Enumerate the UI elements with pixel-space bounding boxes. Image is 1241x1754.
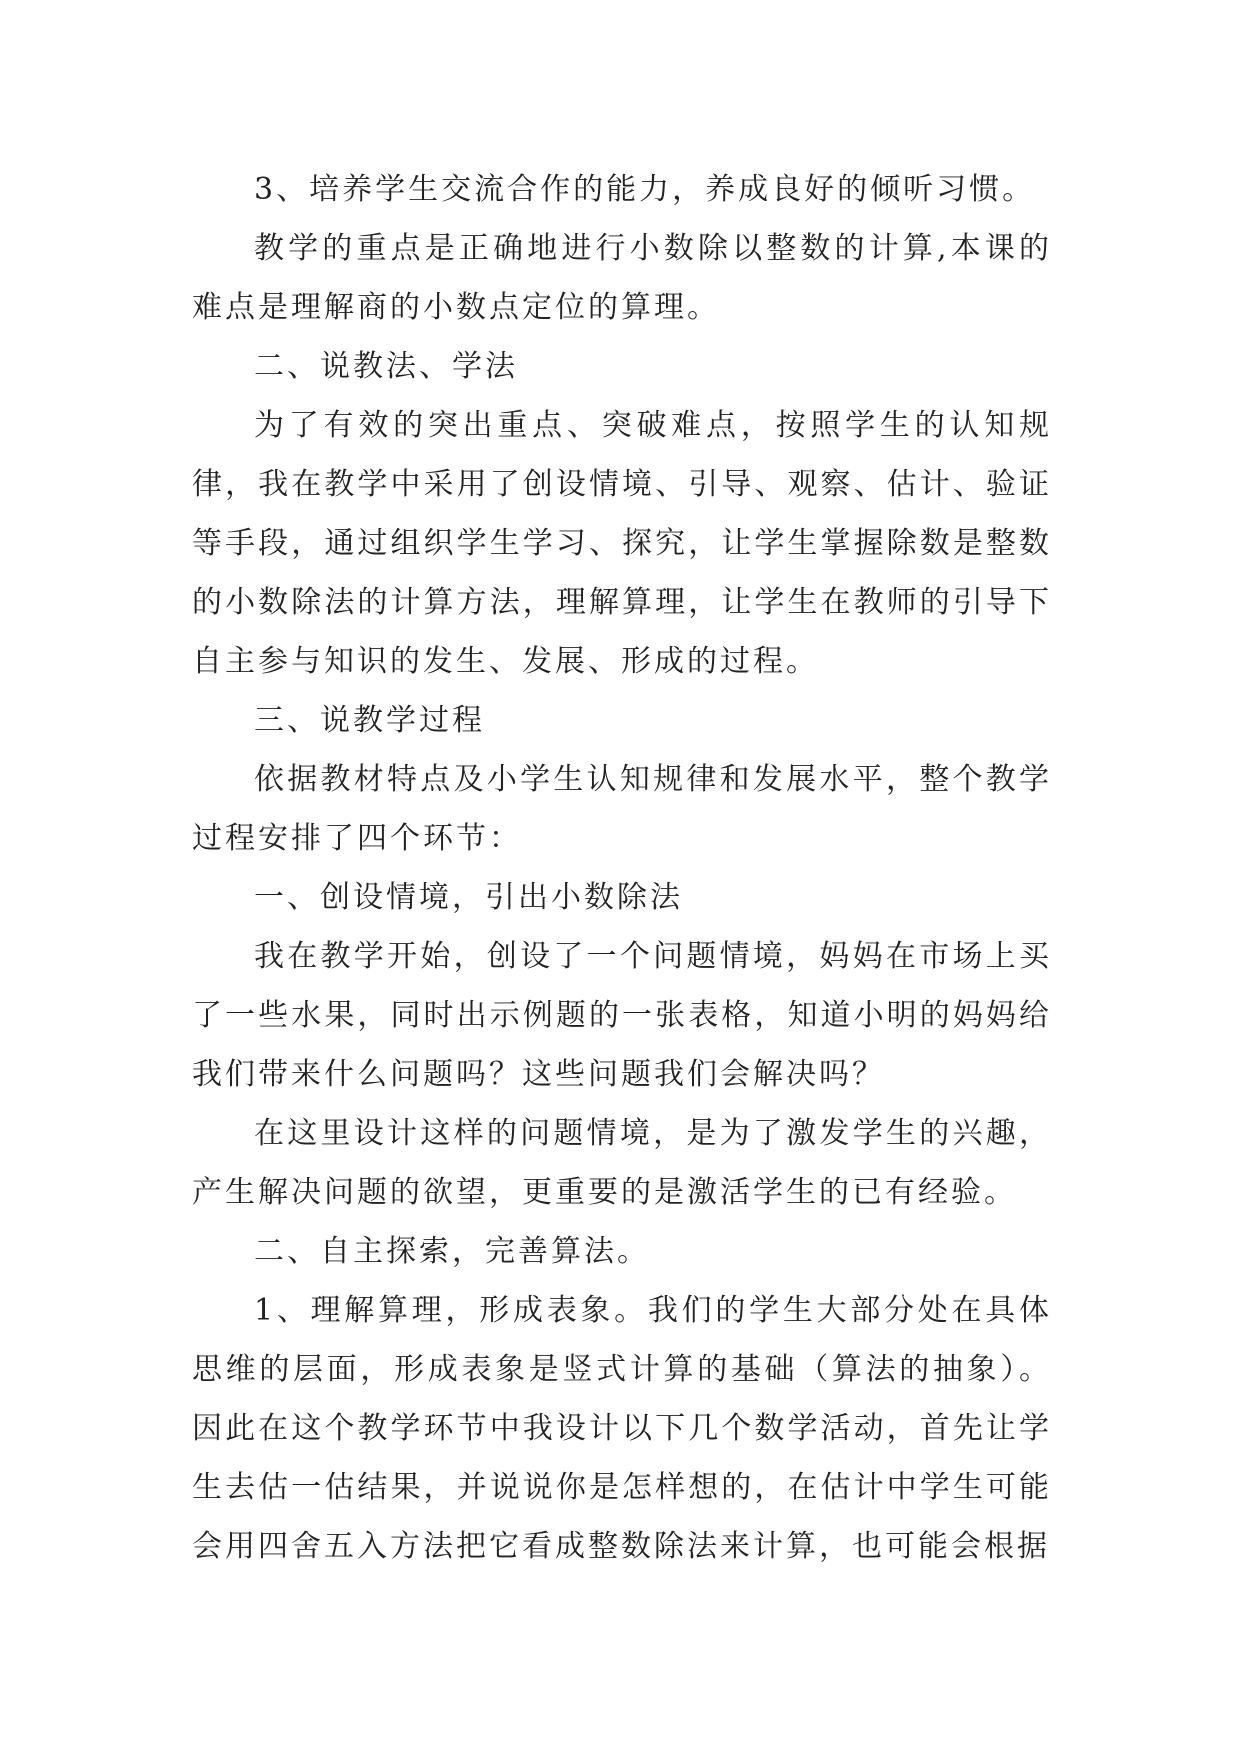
document-body xyxy=(192,160,1052,1576)
paragraph-objective-3: 3、培养学生交流合作的能力，养成良好的倾听习惯。 xyxy=(254,172,1036,207)
paragraph-key-points: 教学的重点是正确地进行小数除以整数的计算,本课的难点是理解商的小数点定位的算理。 xyxy=(192,231,1052,325)
paragraph-teaching-methods: 为了有效的突出重点、突破难点，按照学生的认知规律，我在教学中采用了创设情境、引导、观察、估计、验证等手段，通过组织学生学习、探究，让学生掌握除数是整数的小数除法的计算方法，理解算理，让学生在教师的引导下自主参与知识的发生、发展、形成的过程。 xyxy=(192,408,1052,679)
paragraph-step-1-purpose: 在这里设计这样的问题情境，是为了激发学生的兴趣，产生解决问题的欲望，更重要的是激活学生的已有经验。 xyxy=(192,1116,1052,1210)
heading-step-2: 二、自主探索，完善算法。 xyxy=(254,1234,650,1269)
paragraph-step-1: 我在教学开始，创设了一个问题情境，妈妈在市场上买了一些水果，同时出示例题的一张表格，知道小明的妈妈给我们带来什么问题吗？这些问题我们会解决吗？ xyxy=(192,939,1052,1092)
paragraph-step-2-1: 1、理解算理，形成表象。我们的学生大部分处在具体思维的层面，形成表象是竖式计算的基础（算法的抽象）。因此在这个教学环节中我设计以下几个数学活动，首先让学生去估一估结果，并说说你是怎样想的，在估计中学生可能会用四舍五入方法把它看成整数除法来计算，也可能会根据 xyxy=(192,1293,1052,1564)
heading-teaching-process: 三、说教学过程 xyxy=(254,703,485,738)
paragraph-process-overview: 依据教材特点及小学生认知规律和发展水平，整个教学过程安排了四个环节： xyxy=(192,762,1052,856)
heading-teaching-methods: 二、说教法、学法 xyxy=(254,349,518,384)
heading-step-1: 一、创设情境，引出小数除法 xyxy=(254,880,683,915)
